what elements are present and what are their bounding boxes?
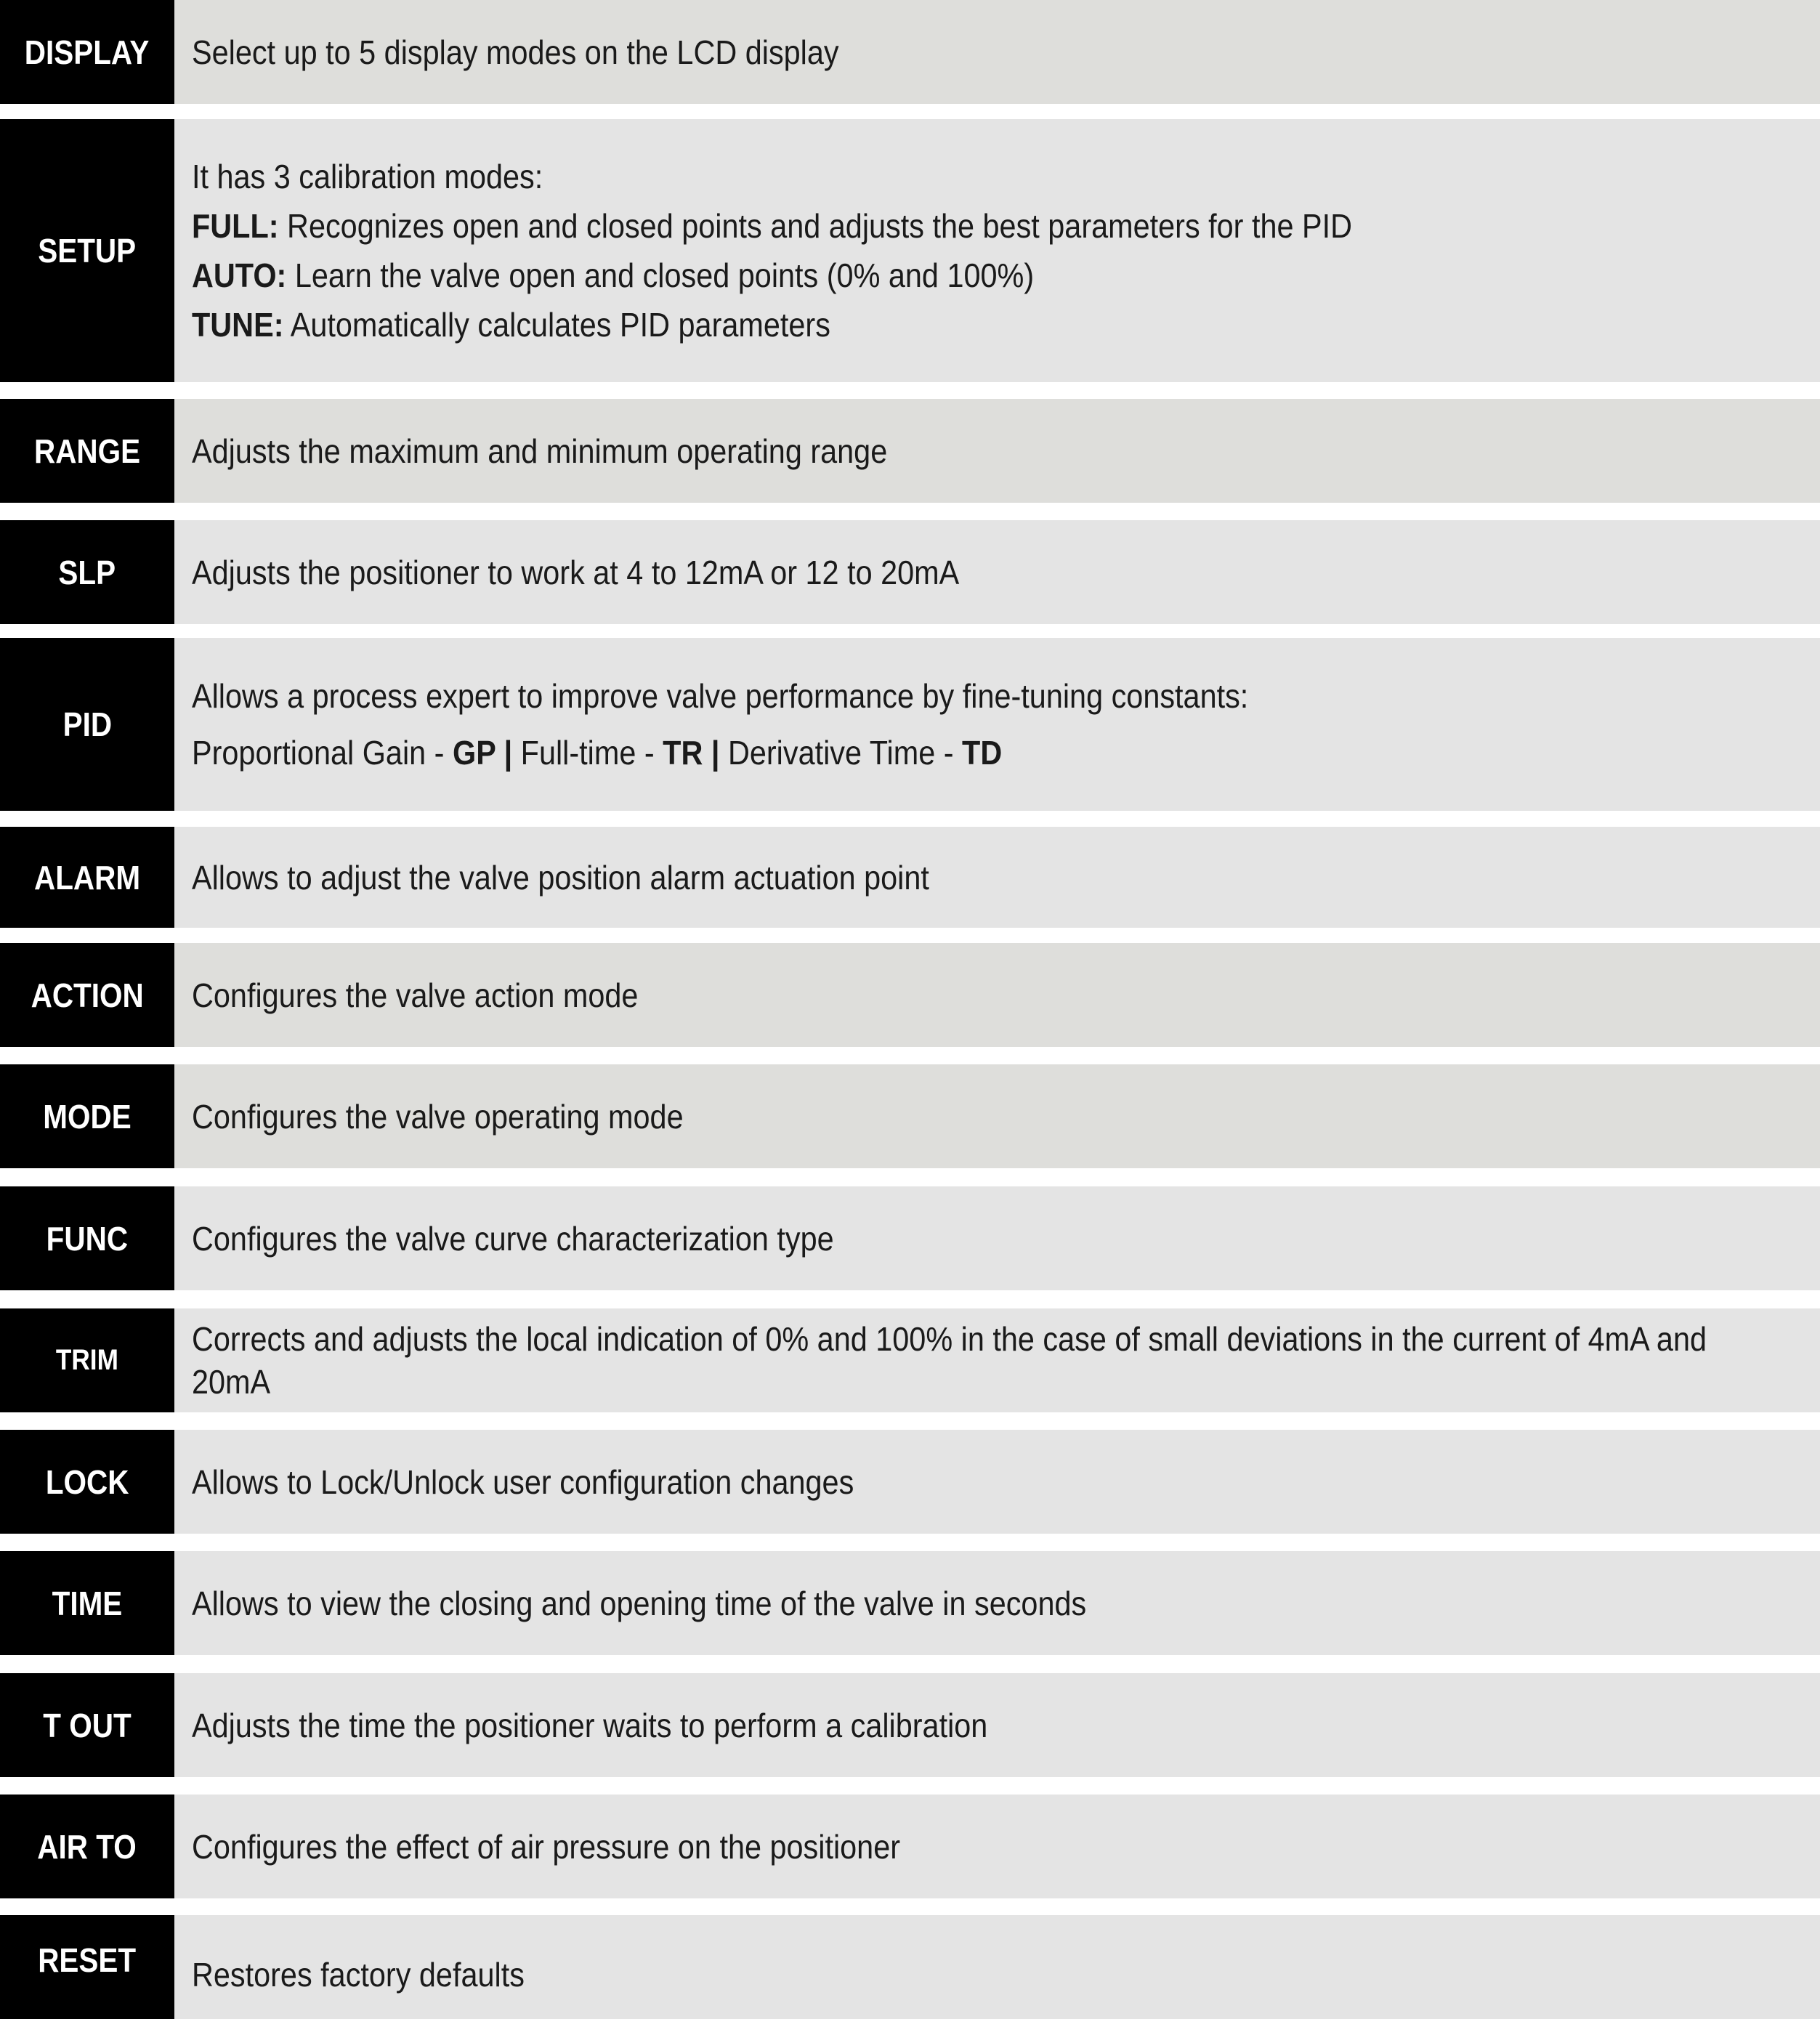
gp-text: Proportional Gain - (192, 734, 453, 772)
key-label: LOCK (45, 1462, 129, 1501)
description-cell (174, 1795, 1820, 1898)
table-row-func (0, 1186, 1820, 1290)
description-cell (174, 1551, 1820, 1655)
description-cell (174, 1064, 1820, 1168)
key-cell (0, 943, 174, 1047)
table-row-alarm (0, 827, 1820, 928)
description-cell (174, 1430, 1820, 1534)
table-row-air-to (0, 1795, 1820, 1898)
td-text: Derivative Time - (727, 734, 963, 772)
description-cell (174, 399, 1820, 503)
description-text: Configures the valve curve characterization type (192, 1219, 834, 1258)
description-cell (174, 943, 1820, 1047)
mode-auto (192, 256, 1631, 294)
key-label: ACTION (31, 976, 144, 1014)
mode-auto-label: AUTO: (192, 256, 287, 294)
key-cell (0, 1430, 174, 1534)
gp-label: GP (452, 734, 496, 772)
key-label: RESET (38, 1941, 137, 1979)
key-cell (0, 1551, 174, 1655)
description-text: Configures the valve operating mode (192, 1097, 684, 1136)
description-text: Configures the valve action mode (192, 976, 639, 1014)
key-label: AIR TO (37, 1827, 137, 1866)
mode-auto-text: Learn the valve open and closed points (0% and 100%) (286, 256, 1035, 294)
description-text: Allows to view the closing and opening time of the valve in seconds (192, 1584, 1087, 1622)
table-row-mode (0, 1064, 1820, 1168)
description-cell (174, 1308, 1820, 1412)
description-text: Allows to adjust the valve position alarm actuation point (192, 858, 929, 897)
description-intro: It has 3 calibration modes: (192, 158, 543, 195)
key-cell (0, 1673, 174, 1777)
table-row-display (0, 0, 1820, 104)
key-cell (0, 0, 174, 104)
description-cell (174, 638, 1820, 811)
key-cell (0, 1308, 174, 1412)
key-label: DISPLAY (25, 33, 150, 71)
table-row-lock (0, 1430, 1820, 1534)
key-cell (0, 827, 174, 928)
key-cell (0, 399, 174, 503)
separator: | (496, 734, 521, 772)
description-cell (174, 1673, 1820, 1777)
description-text: Configures the effect of air pressure on the positioner (192, 1827, 901, 1866)
key-cell (0, 1915, 174, 2019)
description-text: Allows to Lock/Unlock user configuration changes (192, 1462, 854, 1501)
description-text: Adjusts the positioner to work at 4 to 12mA or 12 to 20mA (192, 553, 960, 591)
key-cell (0, 1186, 174, 1290)
separator: | (703, 734, 728, 772)
description-text: Select up to 5 display modes on the LCD display (192, 33, 839, 71)
key-cell (0, 638, 174, 811)
mode-full-label: FULL: (192, 207, 279, 245)
mode-full (192, 209, 1631, 243)
key-cell (0, 119, 174, 382)
key-label: SETUP (38, 232, 137, 270)
description-cell (174, 827, 1820, 928)
key-label: SLP (58, 553, 116, 591)
description-cell (174, 119, 1820, 382)
table-row-time (0, 1551, 1820, 1655)
description-cell (174, 1186, 1820, 1290)
key-label: ALARM (33, 858, 141, 897)
description-cell (174, 520, 1820, 624)
pid-constants (192, 734, 1631, 772)
td-label: TD (962, 734, 1003, 772)
description-text: Adjusts the maximum and minimum operating range (192, 432, 888, 470)
key-label: RANGE (33, 432, 141, 470)
description-text: Restores factory defaults (192, 1955, 525, 1994)
mode-tune (192, 306, 1631, 344)
table-row-reset (0, 1915, 1820, 2019)
key-label: FUNC (46, 1219, 129, 1258)
description-cell (174, 1915, 1820, 2019)
table-row-action (0, 943, 1820, 1047)
table-row-trim (0, 1308, 1820, 1412)
table-row-slp (0, 520, 1820, 624)
description-intro: Allows a process expert to improve valve performance by fine-tuning constants: (192, 677, 1249, 715)
key-cell (0, 1064, 174, 1168)
description-cell (174, 0, 1820, 104)
key-cell (0, 1795, 174, 1898)
description-text: Corrects and adjusts the local indication of 0% and 100% in the case of small deviations in the current of 4mA and 20mA (192, 1319, 1707, 1401)
mode-full-text: Recognizes open and closed points and adjusts the best parameters for the PID (278, 207, 1353, 245)
key-label: T OUT (43, 1706, 132, 1744)
table-row-t-out (0, 1673, 1820, 1777)
key-label: PID (62, 705, 112, 743)
mode-tune-label: TUNE: (192, 306, 284, 344)
key-label: TIME (52, 1584, 123, 1622)
table-row-pid (0, 638, 1820, 811)
mode-tune-text: Automatically calculates PID parameters (283, 306, 830, 344)
tr-text: Full-time - (520, 734, 663, 772)
key-label: TRIM (55, 1344, 119, 1376)
tr-label: TR (663, 734, 703, 772)
key-label: MODE (43, 1097, 132, 1136)
key-cell (0, 520, 174, 624)
table-row-range (0, 399, 1820, 503)
table-row-setup (0, 119, 1820, 382)
description-text: Adjusts the time the positioner waits to perform a calibration (192, 1706, 988, 1744)
